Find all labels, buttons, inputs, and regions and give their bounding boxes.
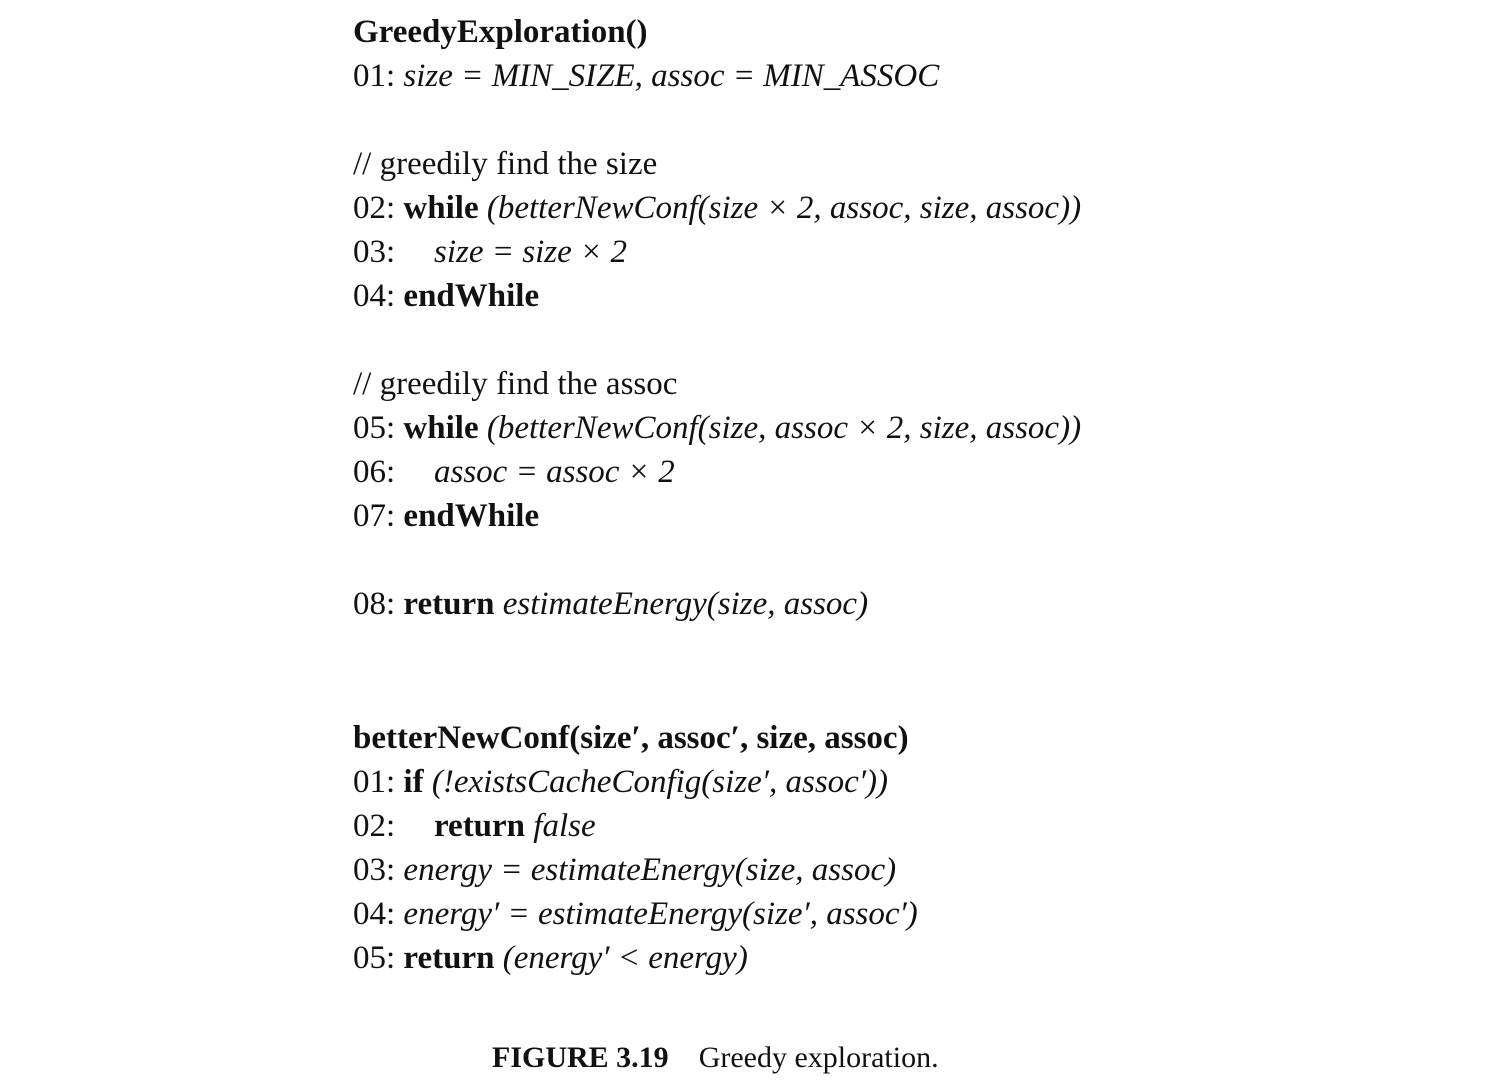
code-line-02: [353, 186, 1081, 230]
line-number: 03:: [353, 852, 404, 888]
code-text: (betterNewConf(size × 2, assoc, size, assoc)): [486, 190, 1082, 226]
code-text: size = size × 2: [434, 234, 628, 270]
line-number: 04:: [353, 278, 404, 314]
code-text: (energy′ < energy): [502, 940, 748, 976]
line-number: 08:: [353, 586, 404, 622]
line-number: 05:: [353, 410, 404, 446]
algorithm-title: betterNewConf(size′, assoc′, size, assoc): [353, 720, 909, 756]
keyword: endWhile: [403, 278, 540, 314]
keyword: while: [403, 410, 479, 446]
code-text: size = MIN_SIZE, assoc = MIN_ASSOC: [403, 58, 940, 94]
code-line-01: [353, 54, 1081, 98]
line-number: 01:: [353, 58, 404, 94]
keyword: while: [403, 190, 479, 226]
code-line-05: [353, 936, 918, 980]
code-line-06: [353, 450, 1081, 494]
figure-caption: [492, 1036, 939, 1080]
code-line-04: [353, 892, 918, 936]
better-new-conf-algorithm: [353, 716, 918, 980]
code-text: estimateEnergy(size, assoc): [502, 586, 869, 622]
code-text: (!existsCacheConfig(size′, assoc′)): [431, 764, 889, 800]
line-number: 02:: [353, 808, 396, 844]
line-number: 07:: [353, 498, 404, 534]
line-number: 04:: [353, 896, 404, 932]
code-comment: // greedily find the size: [353, 146, 658, 182]
code-text: assoc = assoc × 2: [434, 454, 675, 490]
keyword: return: [403, 586, 495, 622]
line-number: 02:: [353, 190, 404, 226]
line-number: 03:: [353, 234, 396, 270]
code-line-04: [353, 274, 1081, 318]
code-text: energy = estimateEnergy(size, assoc): [403, 852, 897, 888]
code-text: (betterNewConf(size, assoc × 2, size, assoc)): [486, 410, 1082, 446]
line-number: 01:: [353, 764, 404, 800]
figure-label: FIGURE 3.19: [492, 1041, 669, 1074]
code-line-03: [353, 848, 918, 892]
keyword: return: [403, 940, 495, 976]
code-text: false: [533, 808, 596, 844]
keyword: if: [403, 764, 424, 800]
code-line-03: [353, 230, 1081, 274]
code-comment: // greedily find the assoc: [353, 366, 678, 402]
keyword: endWhile: [403, 498, 540, 534]
line-number: 05:: [353, 940, 404, 976]
code-text: energy′ = estimateEnergy(size′, assoc′): [403, 896, 918, 932]
caption-text: Greedy exploration.: [698, 1041, 939, 1074]
code-line-01: [353, 760, 918, 804]
code-line-02: [353, 804, 918, 848]
code-line-08: [353, 582, 1081, 626]
code-line-05: [353, 406, 1081, 450]
greedy-exploration-algorithm: [353, 10, 1081, 626]
algorithm-title: GreedyExploration(): [353, 14, 648, 50]
code-line-07: [353, 494, 1081, 538]
line-number: 06:: [353, 454, 396, 490]
keyword: return: [434, 808, 526, 844]
